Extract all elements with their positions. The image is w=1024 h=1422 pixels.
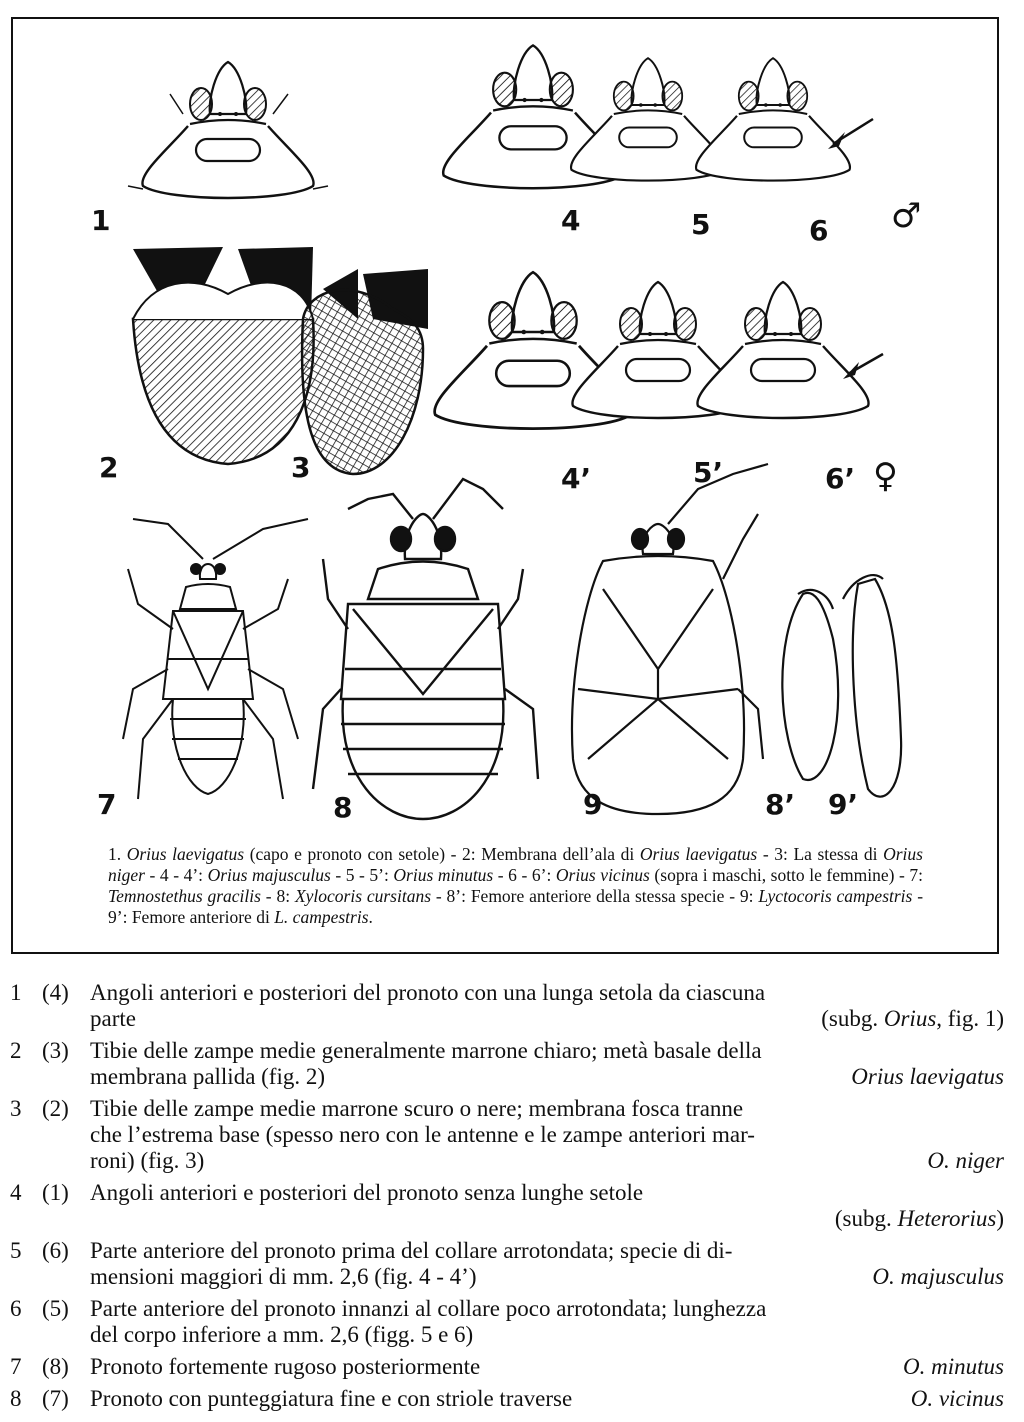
fig-label-6: 6 (809, 214, 829, 247)
female-symbol: ♀ (873, 456, 898, 496)
fig8-drawing (313, 479, 538, 819)
key-taxon: O. niger (927, 1148, 1004, 1173)
fig-label-1: 1 (91, 204, 111, 237)
key-number: 7 (10, 1354, 22, 1379)
key-ref: (7) (42, 1386, 69, 1411)
key-text-line: Angoli anteriori e posteriori del pronoto senza lunghe setole (90, 1180, 644, 1205)
fig2-drawing (133, 247, 314, 464)
key-ref: (5) (42, 1296, 69, 1321)
fig3-drawing (302, 269, 428, 474)
key-text-line: Tibie delle zampe medie generalmente marrone chiaro; metà basale della (90, 1038, 762, 1063)
male-symbol: ♂ (891, 196, 922, 236)
key-text-line: Parte anteriore del pronoto innanzi al collare poco arrotondata; lunghezza (90, 1296, 767, 1321)
key-taxon: (subg. Heterorius) (834, 1206, 1004, 1231)
key-number: 4 (10, 1180, 22, 1205)
fig9p-drawing (843, 575, 901, 797)
key-text-line: Pronoto fortemente rugoso posteriormente (90, 1354, 481, 1379)
fig-label-5p: 5’ (693, 456, 724, 489)
key-taxon: O. majusculus (872, 1264, 1004, 1289)
key-ref: (4) (42, 980, 69, 1005)
key-text-line: Pronoto con punteggiatura fine e con striole traverse (90, 1386, 573, 1411)
key-text-line: membrana pallida (fig. 2) (90, 1064, 326, 1089)
key-text-line: Parte anteriore del pronoto prima del collare arrotondata; specie di di- (90, 1238, 733, 1263)
fig-label-8: 8 (333, 791, 353, 824)
key-number: 3 (10, 1096, 22, 1121)
key-number: 8 (10, 1386, 22, 1411)
fig-label-5: 5 (691, 208, 711, 241)
key-taxon: O. vicinus (910, 1386, 1004, 1411)
fig-label-7: 7 (97, 788, 117, 821)
fig-label-4p: 4’ (561, 462, 592, 495)
key-ref: (8) (42, 1354, 69, 1379)
fig-label-8p: 8’ (765, 788, 796, 821)
key-text-line: parte (90, 1006, 136, 1031)
key-ref: (1) (42, 1180, 69, 1205)
key-text-line: Tibie delle zampe medie marrone scuro o nere; membrana fosca tranne (90, 1096, 744, 1121)
fig7-drawing (123, 519, 308, 799)
key-taxon: Orius laevigatus (851, 1064, 1004, 1089)
key-text-line: del corpo inferiore a mm. 2,6 (figg. 5 e 6) (90, 1322, 474, 1347)
fig9-drawing (572, 464, 768, 814)
key-text-line: roni) (fig. 3) (90, 1148, 205, 1173)
key-taxon: O. minutus (903, 1354, 1004, 1379)
key-text-line: mensioni maggiori di mm. 2,6 (fig. 4 - 4’) (90, 1264, 477, 1289)
key-number: 2 (10, 1038, 22, 1063)
key-text-line: Angoli anteriori e posteriori del pronoto con una lunga setola da ciascuna (90, 980, 766, 1005)
fig-label-9p: 9’ (828, 788, 859, 821)
fig-label-3: 3 (291, 451, 311, 484)
fig1-drawing (128, 62, 328, 198)
key-number: 1 (10, 980, 22, 1005)
figure-plate (11, 17, 999, 954)
key-ref: (6) (42, 1238, 69, 1263)
key-text-line: che l’estrema base (spesso nero con le antenne e le zampe anteriori mar- (90, 1122, 755, 1147)
key-number: 6 (10, 1296, 22, 1321)
fig-label-9: 9 (583, 788, 603, 821)
key-taxon: (subg. Orius, fig. 1) (821, 1006, 1004, 1031)
fig-label-4: 4 (561, 204, 581, 237)
key-number: 5 (10, 1238, 22, 1263)
key-ref: (2) (42, 1096, 69, 1121)
figure-caption: 1. Orius laevigatus (capo e pronoto con setole) - 2: Membrana dell’ala di Orius laevigatus - 3: La stessa di Orius niger - 4 - 4’: Orius majusculus - 5 - 5’: Orius minutus - 6 - 6’: Orius vicinus (sopra i maschi, sotto le femmine) - 7: Temnostethus gracilis - 8: Xylocoris cursitans - 8’: Femore anteriore della stessa specie - 9: Lyctocoris campestris - 9’: Femore anteriore di L. campestris. (108, 844, 924, 927)
fig8p-drawing (782, 590, 838, 780)
key-ref: (3) (42, 1038, 69, 1063)
fig-label-6p: 6’ (825, 462, 856, 495)
fig-label-2: 2 (99, 451, 119, 484)
